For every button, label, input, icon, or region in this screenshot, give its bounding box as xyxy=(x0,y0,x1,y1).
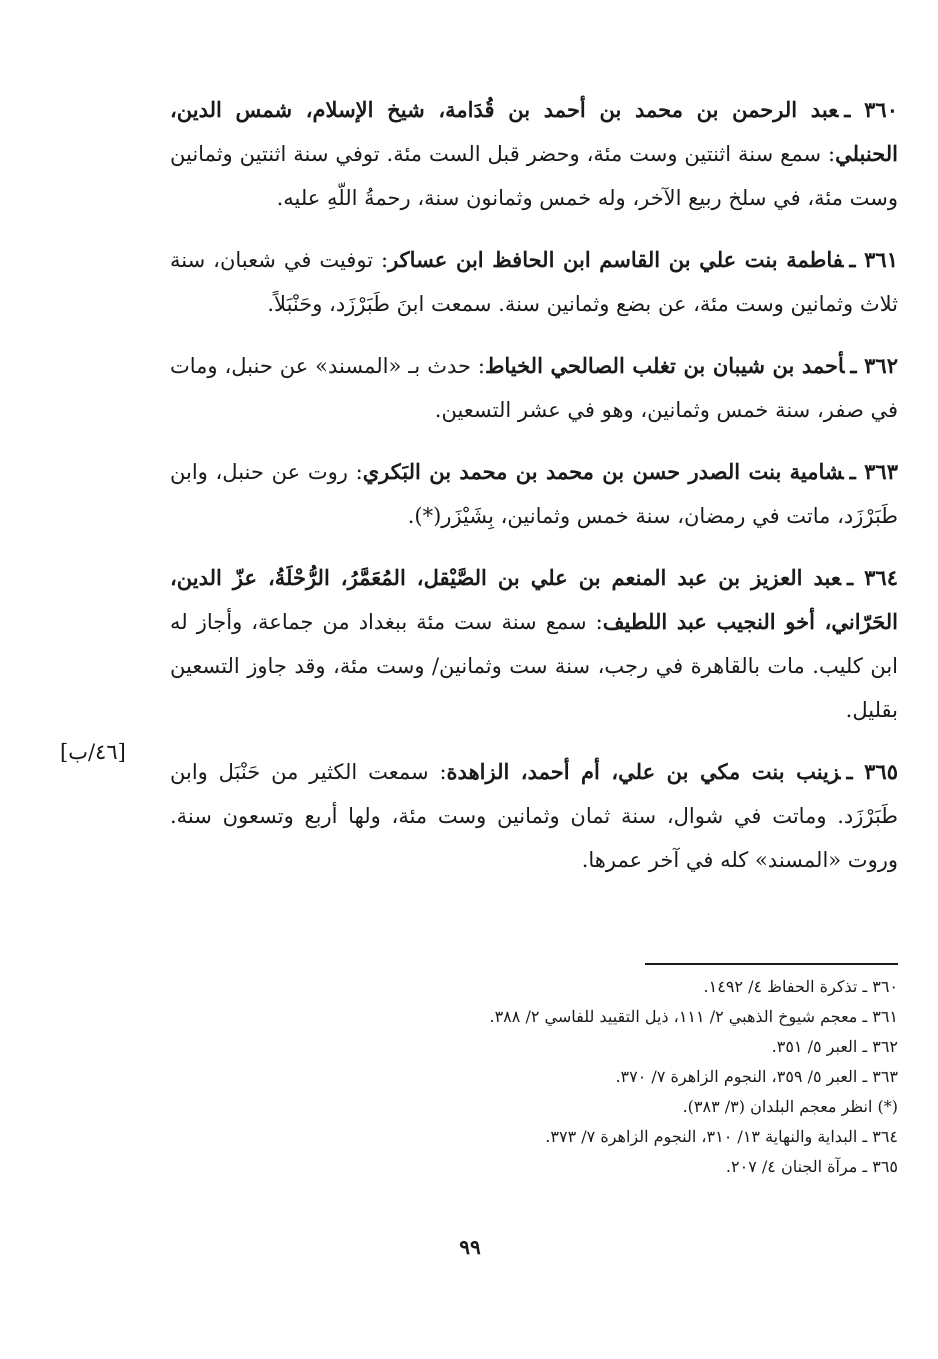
entry-number: ٣٦١ ـ xyxy=(849,247,898,272)
entry-heading: شامية بنت الصدر حسن بن محمد بن محمد بن البَكري xyxy=(362,459,844,484)
entry-number: ٣٦٥ ـ xyxy=(846,759,898,784)
entry-360 xyxy=(170,88,898,220)
footnote: ٣٦٥ ـ مرآة الجنان ٤/ ٢٠٧. xyxy=(725,1157,898,1176)
footnote: (*) انظر معجم البلدان (٣/ ٣٨٣). xyxy=(682,1097,898,1116)
footnote: ٣٦٣ ـ العبر ٥/ ٣٥٩، النجوم الزاهرة ٧/ ٣٧٠. xyxy=(615,1067,898,1086)
page-number: ٩٩ xyxy=(459,1235,481,1259)
entry-text: : سمع سنة ست مئة ببغداد من جماعة، وأجاز له ابن كليب. مات بالقاهرة في رجب، سنة ست وثمانين/ وست مئة، وقد جاوز التسعين بقليل. xyxy=(170,610,898,722)
entry-heading: فاطمة بنت علي بن القاسم ابن الحافظ ابن عساكر xyxy=(388,247,844,272)
entry-363 xyxy=(170,450,898,538)
entry-number: ٣٦٢ ـ xyxy=(850,353,898,378)
entry-text: : سمع سنة اثنتين وست مئة، وحضر قبل الست مئة. توفي سنة اثنتين وثمانين وست مئة، في سلخ ربيع الآخر، وله خمس وثمانون سنة، رحمةُ اللّهِ عليه. xyxy=(170,142,898,210)
biography-entries xyxy=(170,88,898,900)
entry-text: : توفيت في شعبان، سنة ثلاث وثمانين وست مئة، عن بضع وثمانين سنة. سمعت ابنَ طَبَرْزَد، وحَنْبَلاً. xyxy=(170,248,898,316)
manuscript-folio-marker: [٤٦/ب] xyxy=(60,740,126,764)
entry-number: ٣٦٣ ـ xyxy=(849,459,898,484)
entry-365 xyxy=(170,750,898,882)
entry-heading: عبد الرحمن بن محمد بن أحمد بن قُدَامة، شيخ الإسلام، شمس الدين، الحنبلي xyxy=(170,97,898,166)
entry-364 xyxy=(170,556,898,732)
entry-361 xyxy=(170,238,898,326)
footnote: ٣٦٤ ـ البداية والنهاية ١٣/ ٣١٠، النجوم الزاهرة ٧/ ٣٧٣. xyxy=(545,1127,898,1146)
entry-heading: أحمد بن شيبان بن تغلب الصالحي الخياط xyxy=(484,353,845,378)
footnote: ٣٦٢ ـ العبر ٥/ ٣٥١. xyxy=(771,1037,898,1056)
entry-text: : حدث بـ «المسند» عن حنبل، ومات في صفر، سنة خمس وثمانين، وهو في عشر التسعين. xyxy=(170,354,898,422)
entry-number: ٣٦٠ ـ xyxy=(844,97,898,122)
footnotes xyxy=(300,972,898,1182)
entry-text: : روت عن حنبل، وابن طَبَرْزَد، ماتت في رمضان، سنة خمس وثمانين، بِشَيْزَر(*). xyxy=(170,460,898,528)
footnote: ٣٦٠ ـ تذكرة الحفاظ ٤/ ١٤٩٢. xyxy=(703,977,898,996)
entry-text: : سمعت الكثير من حَنْبَل وابن طَبَرْزَد. وماتت في شوال، سنة ثمان وثمانين وست مئة، ولها أربع وتسعون سنة. وروت «المسند» كله في آخر عمرها. xyxy=(170,760,898,872)
entry-heading: عبد العزيز بن عبد المنعم بن علي بن الصَّيْقل، المُعَمَّرُ، الرُّحْلَةُ، عزّ الدين، الحَرّاني، أخو النجيب عبد اللطيف xyxy=(170,565,898,634)
entry-number: ٣٦٤ ـ xyxy=(846,565,898,590)
footnote: ٣٦١ ـ معجم شيوخ الذهبي ٢/ ١١١، ذيل التقييد للفاسي ٢/ ٣٨٨. xyxy=(489,1007,898,1026)
entry-362 xyxy=(170,344,898,432)
entry-heading: زينب بنت مكي بن علي، أم أحمد، الزاهدة xyxy=(446,759,841,784)
footnote-separator xyxy=(645,963,898,965)
